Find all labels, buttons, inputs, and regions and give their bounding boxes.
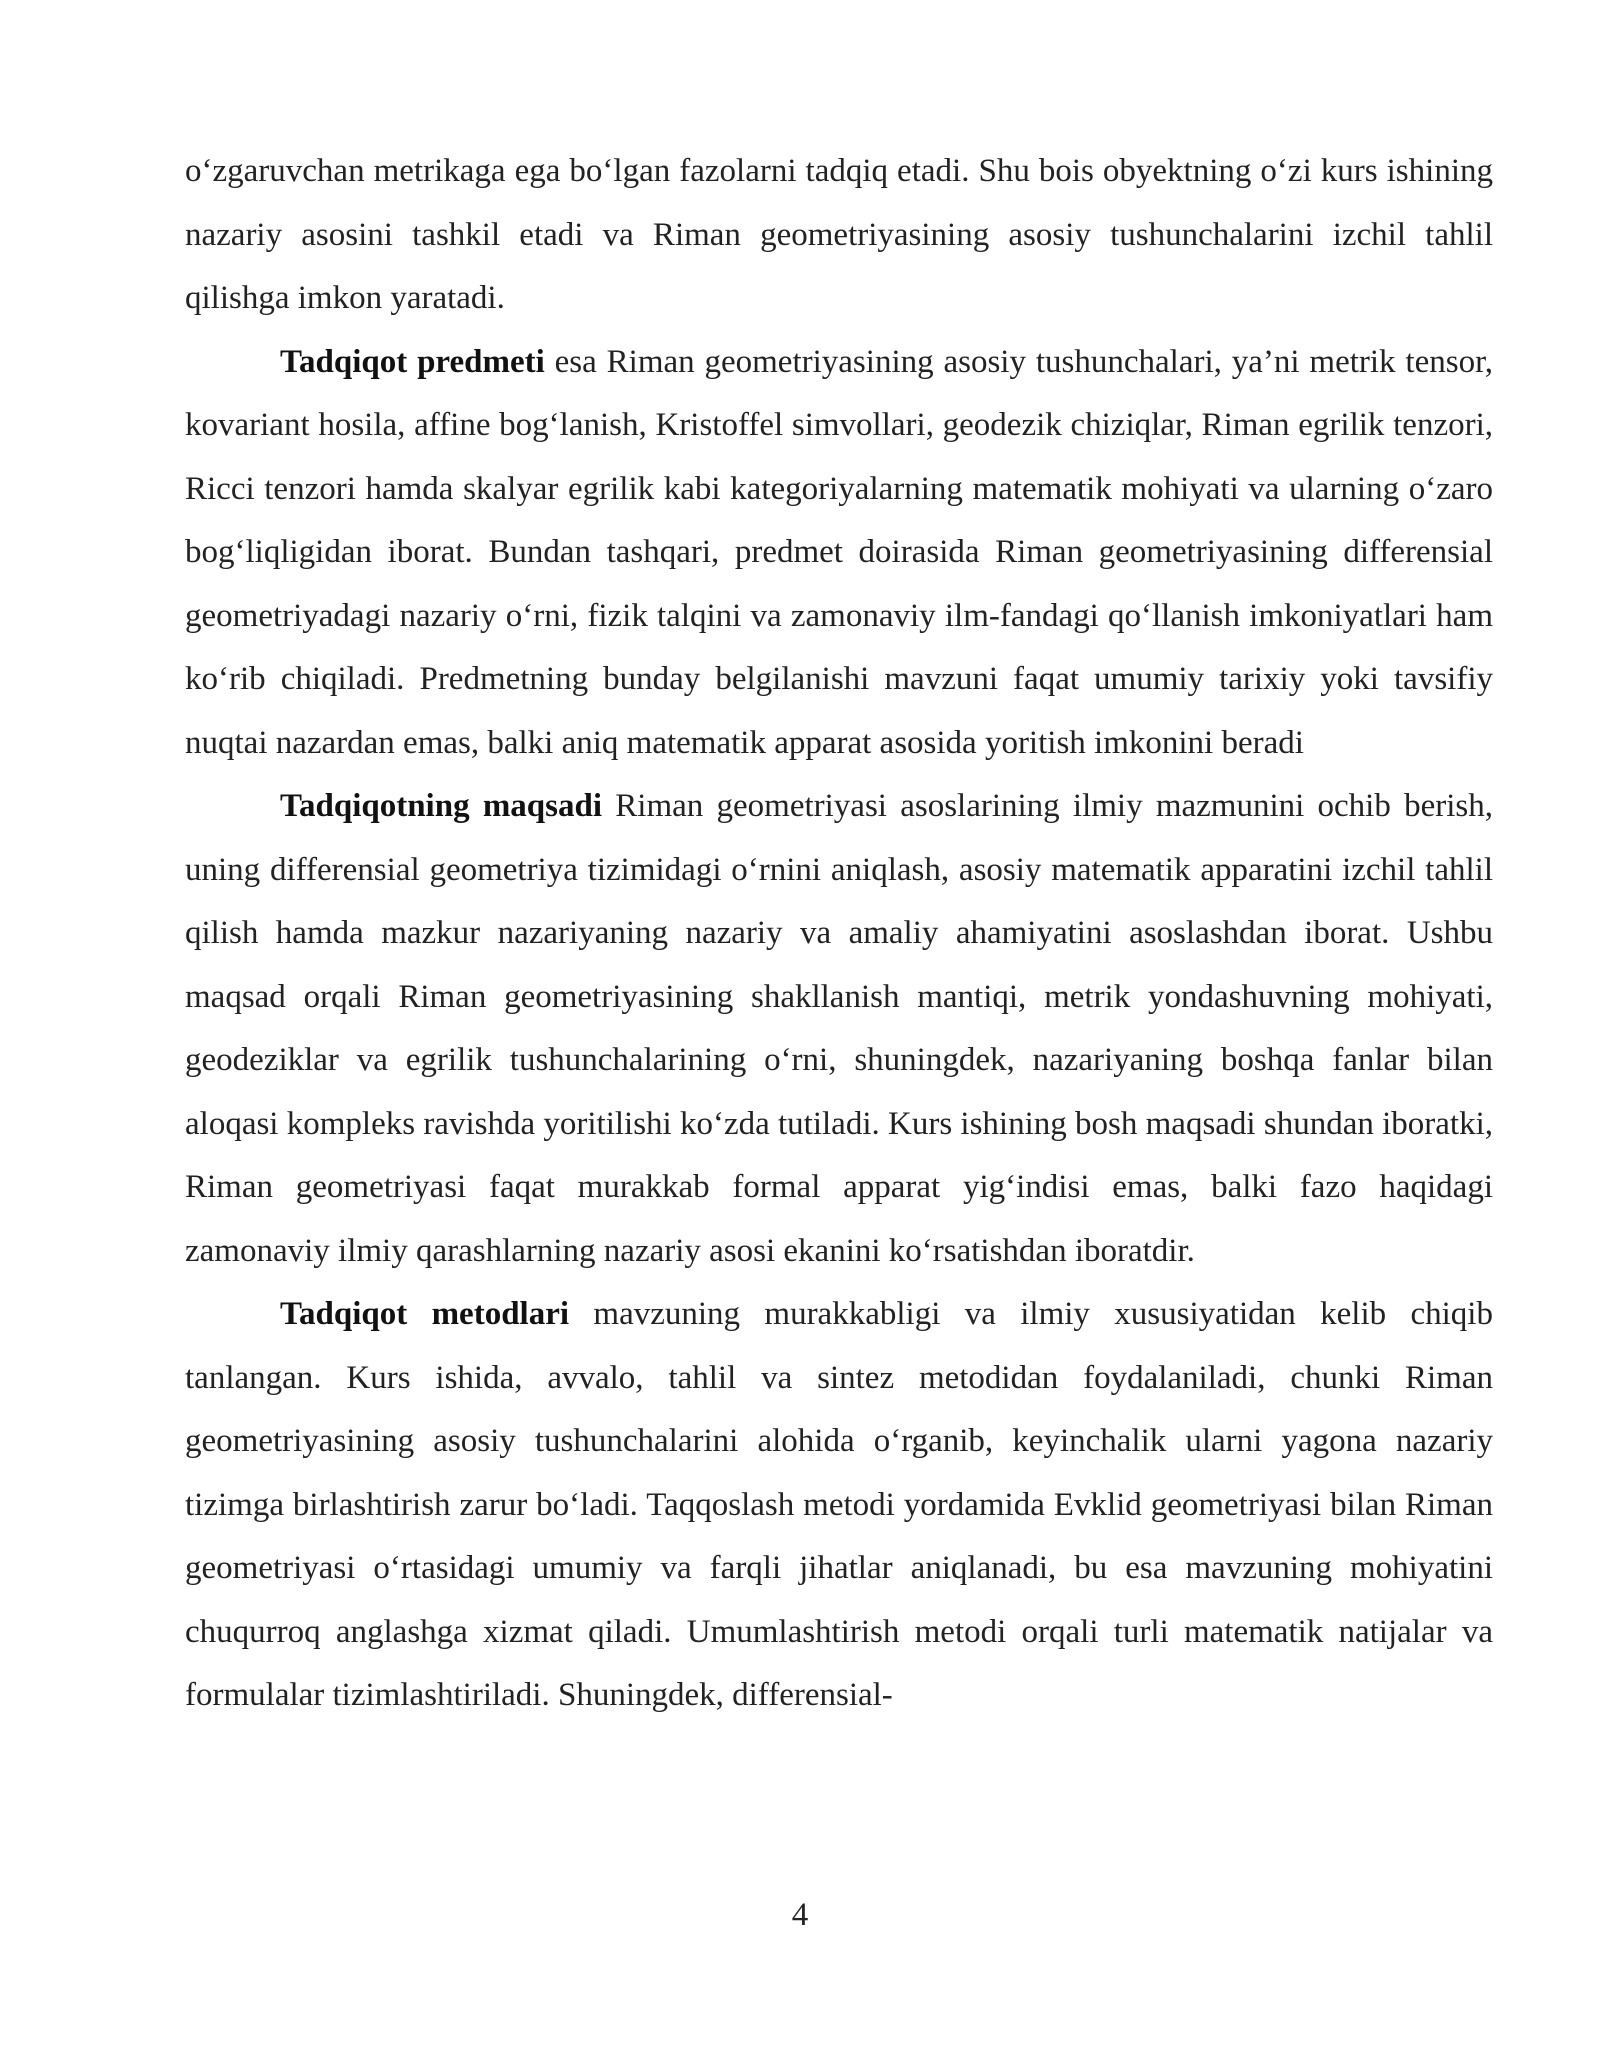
paragraph-heading: Tadqiqotning maqsadi <box>280 788 603 824</box>
body-text <box>185 140 1493 1728</box>
paragraph-text: o‘zgaruvchan metrikaga ega bo‘lgan fazolarni tadqiq etadi. Shu bois obyektning o‘zi kurs ishining nazariy asosini tashkil etadi va Riman geometriyasining asosiy tushunchalarini izchil tahlil qilishga imkon yaratadi. <box>185 153 1493 316</box>
page-number: 4 <box>791 1897 809 1933</box>
paragraph-continuation <box>185 140 1493 331</box>
paragraph-heading: Tadqiqot predmeti <box>280 343 545 380</box>
paragraph-maqsad <box>185 775 1493 1283</box>
paragraph-text: mavzuning murakkabligi va ilmiy xususiyatidan kelib chiqib tanlangan. Kurs ishida, avvalo, tahlil va sintez metodidan foydalaniladi, chunki Riman geometriyasining asosiy tushunchalarini alohida o‘rganib, keyinchalik ularni yagona nazariy tizimga birlashtirish zarur bo‘ladi. Taqqoslash metodi yordamida Evklid geometriyasi bilan Riman geometriyasi o‘rtasidagi umumiy va farqli jihatlar aniqlanadi, bu esa mavzuning mohiyatini chuqurroq anglashga xizmat qiladi. Umumlashtirish metodi orqali turli matematik natijalar va formulalar tizimlashtiriladi. Shuningdek, differensial- <box>185 1296 1493 1713</box>
paragraph-predmet <box>185 331 1493 776</box>
paragraph-metodlar <box>185 1283 1493 1728</box>
paragraph-text: esa Riman geometriyasining asosiy tushunchalari, ya’ni metrik tensor, kovariant hosila, affine bog‘lanish, Kristoffel simvollari, geodezik chiziqlar, Riman egrilik tenzori, Ricci tenzori hamda skalyar egrilik kabi kategoriyalarning matematik mohiyati va ularning o‘zaro bog‘liqligidan iborat. Bundan tashqari, predmet doirasida Riman geometriyasining differensial geometriyadagi nazariy o‘rni, fizik talqini va zamonaviy ilm-fandagi qo‘llanish imkoniyatlari ham ko‘rib chiqiladi. Predmetning bunday belgilanishi mavzuni faqat umumiy tarixiy yoki tavsifiy nuqtai nazardan emas, balki aniq matematik apparat asosida yoritish imkonini beradi <box>185 343 1493 761</box>
paragraph-heading: Tadqiqot metodlari <box>280 1296 570 1332</box>
paragraph-text: Riman geometriyasi asoslarining ilmiy mazmunini ochib berish, uning differensial geometriya tizimidagi o‘rnini aniqlash, asosiy matematik apparatini izchil tahlil qilish hamda mazkur nazariyaning nazariy va amaliy ahamiyatini asoslashdan iborat. Ushbu maqsad orqali Riman geometriyasining shakllanish mantiqi, metrik yondashuvning mohiyati, geodeziklar va egrilik tushunchalarining o‘rni, shuningdek, nazariyaning boshqa fanlar bilan aloqasi kompleks ravishda yoritilishi ko‘zda tutiladi. Kurs ishining bosh maqsadi shundan iboratki, Riman geometriyasi faqat murakkab formal apparat yig‘indisi emas, balki fazo haqidagi zamonaviy ilmiy qarashlarning nazariy asosi ekanini ko‘rsatishdan iboratdir. <box>185 788 1493 1269</box>
